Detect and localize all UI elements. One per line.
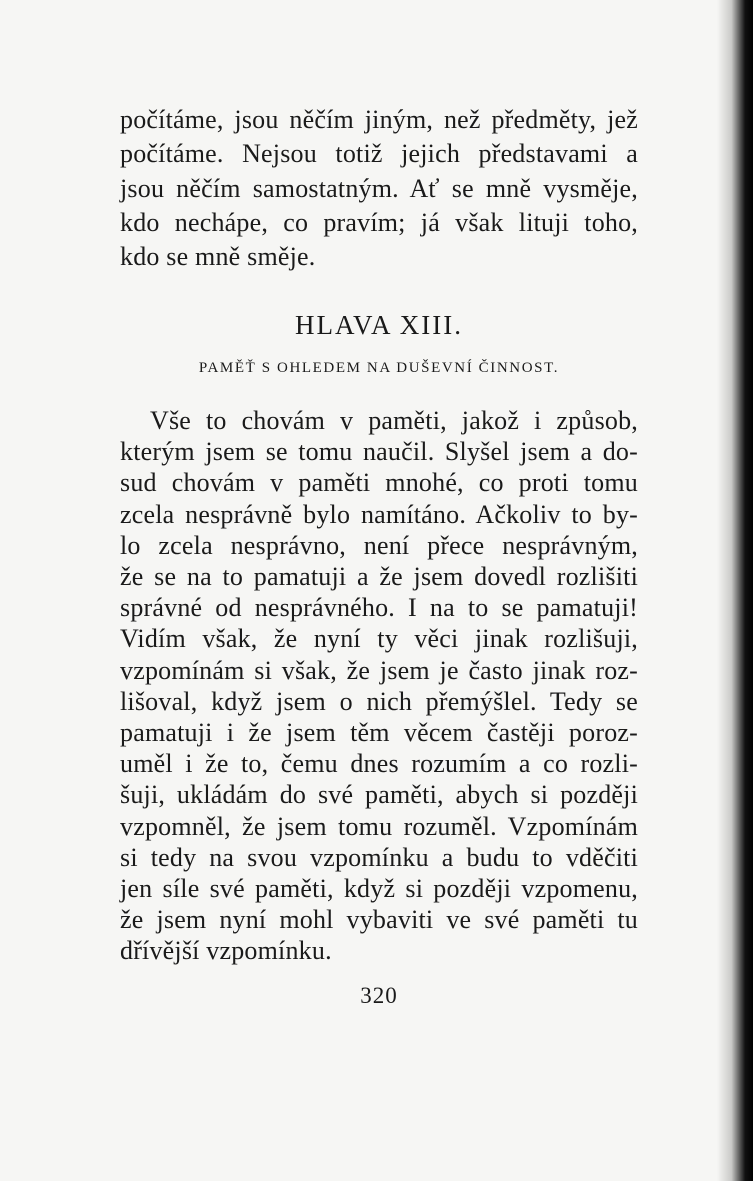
chapter-subtitle: PAMĚŤ S OHLEDEM NA DUŠEVNÍ ČINNOST. (198, 360, 560, 376)
text-line: Vidím však, že nyní ty věci jinak rozlišuji, (120, 624, 638, 654)
text-line: správné od nesprávného. I na to se pamatuji! (120, 593, 638, 623)
text-line: počítáme, jsou něčím jiným, než předměty, jež (120, 105, 638, 134)
text-line: sud chovám v paměti mnohé, co proti tomu (120, 468, 638, 498)
text-line: zcela nesprávně bylo namítáno. Ačkoliv to by- (120, 499, 638, 529)
text-line: že se na to pamatuji a že jsem dovedl rozlišiti (120, 562, 638, 591)
text-line: uměl i že to, čemu dnes rozumím a co rozli- (120, 749, 638, 779)
text-line: Vše to chovám v paměti, jakož i způsob, (150, 406, 638, 435)
text-line: pamatuji i že jsem těm věcem častěji poroz- (120, 718, 638, 747)
chapter-title: HLAVA XIII. (294, 310, 463, 340)
text-line: lišoval, když jsem o nich přemýšlel. Tedy se (120, 686, 638, 716)
text-line: šuji, ukládám do své paměti, abych si později (120, 780, 638, 810)
text-line: kdo se mně směje. (120, 242, 316, 271)
text-line: vzpomněl, že jsem tomu rozuměl. Vzpomínám (120, 811, 638, 841)
text-line: že jsem nyní mohl vybaviti ve své paměti tu (120, 905, 638, 935)
text-line: dřívější vzpomínku. (120, 936, 332, 966)
text-line: si tedy na svou vzpomínku a budu to vděčiti (120, 842, 638, 872)
text-line: lo zcela nesprávno, není přece nesprávným, (120, 530, 638, 560)
spine-shadow (717, 0, 753, 1181)
text-line: kterým jsem se tomu naučil. Slyšel jsem a do- (120, 437, 638, 467)
page-number: 320 (360, 983, 398, 1008)
text-line: jsou něčím samostatným. Ať se mně vysměje, (120, 174, 638, 203)
text-line: jen síle své paměti, když si později vzpomenu, (120, 874, 638, 903)
text-line: počítáme. Nejsou totiž jejich představami a (120, 139, 638, 168)
text-line: kdo nechápe, co pravím; já však lituji toho, (120, 208, 638, 237)
text-line: vzpomínám si však, že jsem je často jinak roz- (120, 655, 638, 685)
